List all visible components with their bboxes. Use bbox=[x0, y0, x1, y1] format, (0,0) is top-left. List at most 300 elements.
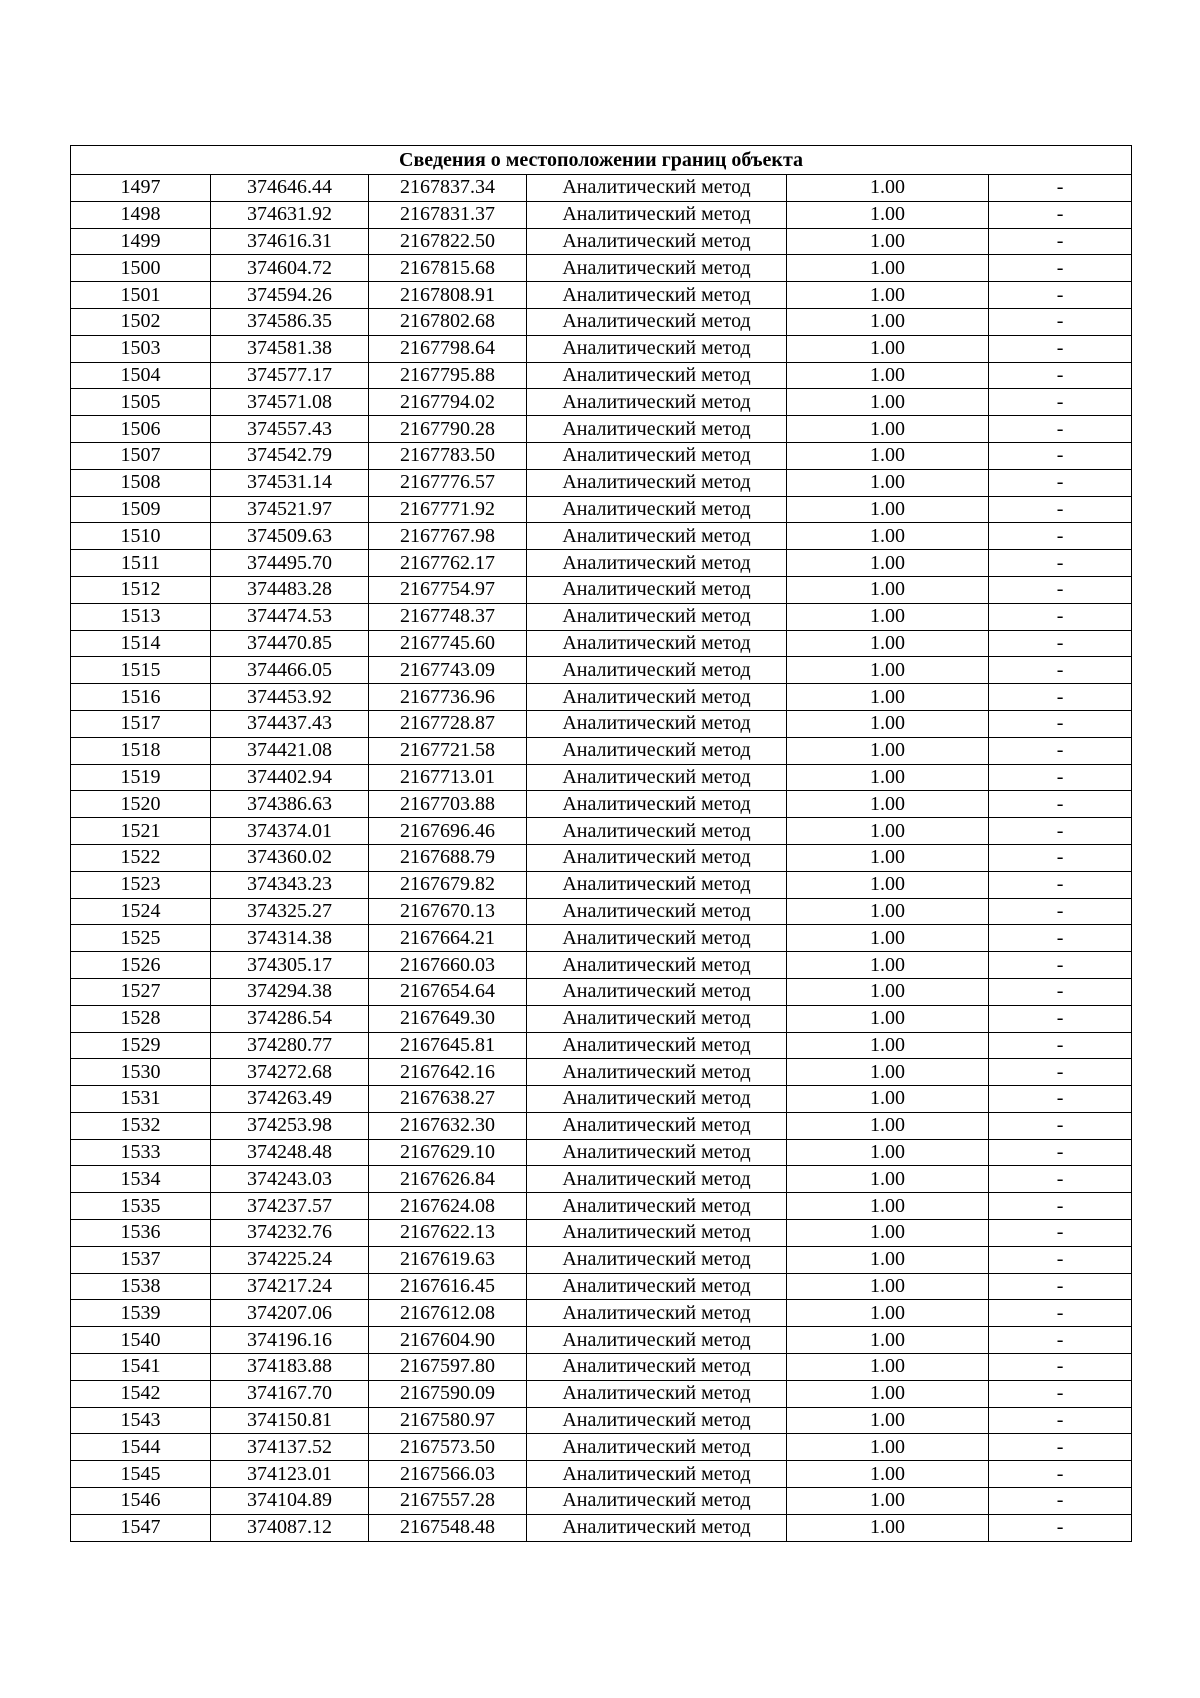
x-coordinate-cell: 374577.17 bbox=[211, 362, 369, 389]
note-cell: - bbox=[989, 576, 1132, 603]
x-coordinate-cell: 374123.01 bbox=[211, 1461, 369, 1488]
x-coordinate-cell: 374232.76 bbox=[211, 1220, 369, 1247]
x-coordinate-cell: 374631.92 bbox=[211, 201, 369, 228]
x-coordinate-cell: 374470.85 bbox=[211, 630, 369, 657]
y-coordinate-cell: 2167548.48 bbox=[369, 1514, 527, 1541]
accuracy-cell: 1.00 bbox=[787, 1032, 989, 1059]
method-cell: Аналитический метод bbox=[527, 1380, 787, 1407]
y-coordinate-cell: 2167762.17 bbox=[369, 550, 527, 577]
method-cell: Аналитический метод bbox=[527, 1488, 787, 1515]
method-cell: Аналитический метод bbox=[527, 1514, 787, 1541]
y-coordinate-cell: 2167728.87 bbox=[369, 710, 527, 737]
method-cell: Аналитический метод bbox=[527, 228, 787, 255]
note-cell: - bbox=[989, 603, 1132, 630]
point-number-cell: 1540 bbox=[71, 1327, 211, 1354]
point-number-cell: 1539 bbox=[71, 1300, 211, 1327]
method-cell: Аналитический метод bbox=[527, 684, 787, 711]
accuracy-cell: 1.00 bbox=[787, 844, 989, 871]
note-cell: - bbox=[989, 925, 1132, 952]
method-cell: Аналитический метод bbox=[527, 576, 787, 603]
note-cell: - bbox=[989, 1193, 1132, 1220]
x-coordinate-cell: 374343.23 bbox=[211, 871, 369, 898]
method-cell: Аналитический метод bbox=[527, 818, 787, 845]
accuracy-cell: 1.00 bbox=[787, 1461, 989, 1488]
accuracy-cell: 1.00 bbox=[787, 576, 989, 603]
y-coordinate-cell: 2167743.09 bbox=[369, 657, 527, 684]
method-cell: Аналитический метод bbox=[527, 1005, 787, 1032]
y-coordinate-cell: 2167619.63 bbox=[369, 1246, 527, 1273]
method-cell: Аналитический метод bbox=[527, 1032, 787, 1059]
y-coordinate-cell: 2167557.28 bbox=[369, 1488, 527, 1515]
accuracy-cell: 1.00 bbox=[787, 1488, 989, 1515]
x-coordinate-cell: 374604.72 bbox=[211, 255, 369, 282]
method-cell: Аналитический метод bbox=[527, 1166, 787, 1193]
note-cell: - bbox=[989, 1514, 1132, 1541]
x-coordinate-cell: 374237.57 bbox=[211, 1193, 369, 1220]
accuracy-cell: 1.00 bbox=[787, 1514, 989, 1541]
table-row bbox=[71, 1032, 1132, 1059]
accuracy-cell: 1.00 bbox=[787, 496, 989, 523]
y-coordinate-cell: 2167645.81 bbox=[369, 1032, 527, 1059]
x-coordinate-cell: 374509.63 bbox=[211, 523, 369, 550]
table-row bbox=[71, 1327, 1132, 1354]
method-cell: Аналитический метод bbox=[527, 978, 787, 1005]
method-cell: Аналитический метод bbox=[527, 791, 787, 818]
accuracy-cell: 1.00 bbox=[787, 1220, 989, 1247]
note-cell: - bbox=[989, 1166, 1132, 1193]
y-coordinate-cell: 2167783.50 bbox=[369, 442, 527, 469]
y-coordinate-cell: 2167771.92 bbox=[369, 496, 527, 523]
accuracy-cell: 1.00 bbox=[787, 1166, 989, 1193]
accuracy-cell: 1.00 bbox=[787, 255, 989, 282]
point-number-cell: 1541 bbox=[71, 1354, 211, 1381]
note-cell: - bbox=[989, 389, 1132, 416]
point-number-cell: 1546 bbox=[71, 1488, 211, 1515]
y-coordinate-cell: 2167649.30 bbox=[369, 1005, 527, 1032]
point-number-cell: 1533 bbox=[71, 1139, 211, 1166]
point-number-cell: 1531 bbox=[71, 1086, 211, 1113]
table-row bbox=[71, 1300, 1132, 1327]
method-cell: Аналитический метод bbox=[527, 630, 787, 657]
point-number-cell: 1508 bbox=[71, 469, 211, 496]
note-cell: - bbox=[989, 1112, 1132, 1139]
table-row bbox=[71, 1139, 1132, 1166]
x-coordinate-cell: 374466.05 bbox=[211, 657, 369, 684]
accuracy-cell: 1.00 bbox=[787, 1086, 989, 1113]
accuracy-cell: 1.00 bbox=[787, 442, 989, 469]
accuracy-cell: 1.00 bbox=[787, 871, 989, 898]
point-number-cell: 1517 bbox=[71, 710, 211, 737]
x-coordinate-cell: 374150.81 bbox=[211, 1407, 369, 1434]
note-cell: - bbox=[989, 362, 1132, 389]
x-coordinate-cell: 374474.53 bbox=[211, 603, 369, 630]
point-number-cell: 1537 bbox=[71, 1246, 211, 1273]
method-cell: Аналитический метод bbox=[527, 1461, 787, 1488]
table-row bbox=[71, 737, 1132, 764]
table-body bbox=[71, 175, 1132, 1542]
table-row bbox=[71, 523, 1132, 550]
accuracy-cell: 1.00 bbox=[787, 1380, 989, 1407]
x-coordinate-cell: 374386.63 bbox=[211, 791, 369, 818]
point-number-cell: 1526 bbox=[71, 952, 211, 979]
table-row bbox=[71, 952, 1132, 979]
method-cell: Аналитический метод bbox=[527, 710, 787, 737]
note-cell: - bbox=[989, 952, 1132, 979]
x-coordinate-cell: 374104.89 bbox=[211, 1488, 369, 1515]
method-cell: Аналитический метод bbox=[527, 523, 787, 550]
x-coordinate-cell: 374581.38 bbox=[211, 335, 369, 362]
accuracy-cell: 1.00 bbox=[787, 1005, 989, 1032]
point-number-cell: 1507 bbox=[71, 442, 211, 469]
method-cell: Аналитический метод bbox=[527, 282, 787, 309]
note-cell: - bbox=[989, 175, 1132, 202]
y-coordinate-cell: 2167798.64 bbox=[369, 335, 527, 362]
x-coordinate-cell: 374225.24 bbox=[211, 1246, 369, 1273]
method-cell: Аналитический метод bbox=[527, 1327, 787, 1354]
table-row bbox=[71, 335, 1132, 362]
method-cell: Аналитический метод bbox=[527, 1273, 787, 1300]
note-cell: - bbox=[989, 978, 1132, 1005]
table-row bbox=[71, 1514, 1132, 1541]
point-number-cell: 1544 bbox=[71, 1434, 211, 1461]
x-coordinate-cell: 374360.02 bbox=[211, 844, 369, 871]
method-cell: Аналитический метод bbox=[527, 898, 787, 925]
note-cell: - bbox=[989, 1220, 1132, 1247]
method-cell: Аналитический метод bbox=[527, 1300, 787, 1327]
point-number-cell: 1532 bbox=[71, 1112, 211, 1139]
note-cell: - bbox=[989, 335, 1132, 362]
method-cell: Аналитический метод bbox=[527, 362, 787, 389]
accuracy-cell: 1.00 bbox=[787, 1300, 989, 1327]
table-title-row bbox=[71, 146, 1132, 175]
y-coordinate-cell: 2167790.28 bbox=[369, 416, 527, 443]
y-coordinate-cell: 2167629.10 bbox=[369, 1139, 527, 1166]
note-cell: - bbox=[989, 737, 1132, 764]
note-cell: - bbox=[989, 1032, 1132, 1059]
accuracy-cell: 1.00 bbox=[787, 603, 989, 630]
y-coordinate-cell: 2167688.79 bbox=[369, 844, 527, 871]
accuracy-cell: 1.00 bbox=[787, 818, 989, 845]
accuracy-cell: 1.00 bbox=[787, 1354, 989, 1381]
point-number-cell: 1515 bbox=[71, 657, 211, 684]
x-coordinate-cell: 374137.52 bbox=[211, 1434, 369, 1461]
note-cell: - bbox=[989, 1139, 1132, 1166]
point-number-cell: 1547 bbox=[71, 1514, 211, 1541]
y-coordinate-cell: 2167597.80 bbox=[369, 1354, 527, 1381]
x-coordinate-cell: 374453.92 bbox=[211, 684, 369, 711]
accuracy-cell: 1.00 bbox=[787, 1112, 989, 1139]
method-cell: Аналитический метод bbox=[527, 1112, 787, 1139]
y-coordinate-cell: 2167580.97 bbox=[369, 1407, 527, 1434]
point-number-cell: 1512 bbox=[71, 576, 211, 603]
table-row bbox=[71, 1166, 1132, 1193]
y-coordinate-cell: 2167616.45 bbox=[369, 1273, 527, 1300]
point-number-cell: 1514 bbox=[71, 630, 211, 657]
note-cell: - bbox=[989, 496, 1132, 523]
x-coordinate-cell: 374305.17 bbox=[211, 952, 369, 979]
accuracy-cell: 1.00 bbox=[787, 764, 989, 791]
x-coordinate-cell: 374196.16 bbox=[211, 1327, 369, 1354]
y-coordinate-cell: 2167822.50 bbox=[369, 228, 527, 255]
method-cell: Аналитический метод bbox=[527, 1193, 787, 1220]
y-coordinate-cell: 2167815.68 bbox=[369, 255, 527, 282]
method-cell: Аналитический метод bbox=[527, 871, 787, 898]
y-coordinate-cell: 2167696.46 bbox=[369, 818, 527, 845]
accuracy-cell: 1.00 bbox=[787, 1434, 989, 1461]
method-cell: Аналитический метод bbox=[527, 1059, 787, 1086]
accuracy-cell: 1.00 bbox=[787, 175, 989, 202]
note-cell: - bbox=[989, 1005, 1132, 1032]
table-row bbox=[71, 550, 1132, 577]
accuracy-cell: 1.00 bbox=[787, 630, 989, 657]
x-coordinate-cell: 374314.38 bbox=[211, 925, 369, 952]
method-cell: Аналитический метод bbox=[527, 657, 787, 684]
table-row bbox=[71, 871, 1132, 898]
method-cell: Аналитический метод bbox=[527, 416, 787, 443]
x-coordinate-cell: 374421.08 bbox=[211, 737, 369, 764]
note-cell: - bbox=[989, 898, 1132, 925]
accuracy-cell: 1.00 bbox=[787, 952, 989, 979]
y-coordinate-cell: 2167612.08 bbox=[369, 1300, 527, 1327]
method-cell: Аналитический метод bbox=[527, 201, 787, 228]
x-coordinate-cell: 374325.27 bbox=[211, 898, 369, 925]
method-cell: Аналитический метод bbox=[527, 255, 787, 282]
table-row bbox=[71, 1193, 1132, 1220]
y-coordinate-cell: 2167642.16 bbox=[369, 1059, 527, 1086]
y-coordinate-cell: 2167703.88 bbox=[369, 791, 527, 818]
y-coordinate-cell: 2167660.03 bbox=[369, 952, 527, 979]
table-row bbox=[71, 1354, 1132, 1381]
note-cell: - bbox=[989, 550, 1132, 577]
table-row bbox=[71, 978, 1132, 1005]
point-number-cell: 1503 bbox=[71, 335, 211, 362]
point-number-cell: 1500 bbox=[71, 255, 211, 282]
table-row bbox=[71, 684, 1132, 711]
point-number-cell: 1506 bbox=[71, 416, 211, 443]
x-coordinate-cell: 374646.44 bbox=[211, 175, 369, 202]
x-coordinate-cell: 374217.24 bbox=[211, 1273, 369, 1300]
accuracy-cell: 1.00 bbox=[787, 925, 989, 952]
x-coordinate-cell: 374263.49 bbox=[211, 1086, 369, 1113]
note-cell: - bbox=[989, 1488, 1132, 1515]
method-cell: Аналитический метод bbox=[527, 335, 787, 362]
note-cell: - bbox=[989, 764, 1132, 791]
note-cell: - bbox=[989, 282, 1132, 309]
note-cell: - bbox=[989, 1059, 1132, 1086]
y-coordinate-cell: 2167776.57 bbox=[369, 469, 527, 496]
table-row bbox=[71, 201, 1132, 228]
note-cell: - bbox=[989, 1246, 1132, 1273]
y-coordinate-cell: 2167624.08 bbox=[369, 1193, 527, 1220]
point-number-cell: 1527 bbox=[71, 978, 211, 1005]
method-cell: Аналитический метод bbox=[527, 952, 787, 979]
accuracy-cell: 1.00 bbox=[787, 469, 989, 496]
accuracy-cell: 1.00 bbox=[787, 362, 989, 389]
y-coordinate-cell: 2167748.37 bbox=[369, 603, 527, 630]
note-cell: - bbox=[989, 684, 1132, 711]
table-row bbox=[71, 1112, 1132, 1139]
point-number-cell: 1510 bbox=[71, 523, 211, 550]
table-row bbox=[71, 496, 1132, 523]
table-title: Сведения о местоположении границ объекта bbox=[71, 146, 1132, 175]
note-cell: - bbox=[989, 469, 1132, 496]
accuracy-cell: 1.00 bbox=[787, 1059, 989, 1086]
note-cell: - bbox=[989, 1354, 1132, 1381]
method-cell: Аналитический метод bbox=[527, 1246, 787, 1273]
accuracy-cell: 1.00 bbox=[787, 737, 989, 764]
x-coordinate-cell: 374374.01 bbox=[211, 818, 369, 845]
x-coordinate-cell: 374183.88 bbox=[211, 1354, 369, 1381]
point-number-cell: 1536 bbox=[71, 1220, 211, 1247]
x-coordinate-cell: 374495.70 bbox=[211, 550, 369, 577]
table-row bbox=[71, 228, 1132, 255]
table-row bbox=[71, 1461, 1132, 1488]
accuracy-cell: 1.00 bbox=[787, 657, 989, 684]
method-cell: Аналитический метод bbox=[527, 1354, 787, 1381]
y-coordinate-cell: 2167795.88 bbox=[369, 362, 527, 389]
method-cell: Аналитический метод bbox=[527, 308, 787, 335]
point-number-cell: 1529 bbox=[71, 1032, 211, 1059]
table-row bbox=[71, 442, 1132, 469]
method-cell: Аналитический метод bbox=[527, 844, 787, 871]
table-row bbox=[71, 1246, 1132, 1273]
accuracy-cell: 1.00 bbox=[787, 1246, 989, 1273]
point-number-cell: 1518 bbox=[71, 737, 211, 764]
y-coordinate-cell: 2167754.97 bbox=[369, 576, 527, 603]
table-row bbox=[71, 175, 1132, 202]
point-number-cell: 1505 bbox=[71, 389, 211, 416]
accuracy-cell: 1.00 bbox=[787, 710, 989, 737]
accuracy-cell: 1.00 bbox=[787, 228, 989, 255]
table-row bbox=[71, 1488, 1132, 1515]
point-number-cell: 1509 bbox=[71, 496, 211, 523]
accuracy-cell: 1.00 bbox=[787, 550, 989, 577]
y-coordinate-cell: 2167679.82 bbox=[369, 871, 527, 898]
y-coordinate-cell: 2167622.13 bbox=[369, 1220, 527, 1247]
point-number-cell: 1535 bbox=[71, 1193, 211, 1220]
accuracy-cell: 1.00 bbox=[787, 1407, 989, 1434]
y-coordinate-cell: 2167566.03 bbox=[369, 1461, 527, 1488]
accuracy-cell: 1.00 bbox=[787, 282, 989, 309]
y-coordinate-cell: 2167713.01 bbox=[369, 764, 527, 791]
y-coordinate-cell: 2167604.90 bbox=[369, 1327, 527, 1354]
method-cell: Аналитический метод bbox=[527, 764, 787, 791]
table-row bbox=[71, 657, 1132, 684]
accuracy-cell: 1.00 bbox=[787, 1193, 989, 1220]
x-coordinate-cell: 374571.08 bbox=[211, 389, 369, 416]
point-number-cell: 1543 bbox=[71, 1407, 211, 1434]
method-cell: Аналитический метод bbox=[527, 469, 787, 496]
table-row bbox=[71, 308, 1132, 335]
point-number-cell: 1516 bbox=[71, 684, 211, 711]
note-cell: - bbox=[989, 255, 1132, 282]
y-coordinate-cell: 2167632.30 bbox=[369, 1112, 527, 1139]
method-cell: Аналитический метод bbox=[527, 175, 787, 202]
table-row bbox=[71, 1273, 1132, 1300]
method-cell: Аналитический метод bbox=[527, 1407, 787, 1434]
y-coordinate-cell: 2167808.91 bbox=[369, 282, 527, 309]
y-coordinate-cell: 2167654.64 bbox=[369, 978, 527, 1005]
accuracy-cell: 1.00 bbox=[787, 1327, 989, 1354]
point-number-cell: 1524 bbox=[71, 898, 211, 925]
accuracy-cell: 1.00 bbox=[787, 684, 989, 711]
y-coordinate-cell: 2167837.34 bbox=[369, 175, 527, 202]
note-cell: - bbox=[989, 1380, 1132, 1407]
point-number-cell: 1538 bbox=[71, 1273, 211, 1300]
table-row bbox=[71, 925, 1132, 952]
point-number-cell: 1542 bbox=[71, 1380, 211, 1407]
x-coordinate-cell: 374243.03 bbox=[211, 1166, 369, 1193]
y-coordinate-cell: 2167590.09 bbox=[369, 1380, 527, 1407]
y-coordinate-cell: 2167573.50 bbox=[369, 1434, 527, 1461]
method-cell: Аналитический метод bbox=[527, 925, 787, 952]
y-coordinate-cell: 2167638.27 bbox=[369, 1086, 527, 1113]
x-coordinate-cell: 374557.43 bbox=[211, 416, 369, 443]
note-cell: - bbox=[989, 228, 1132, 255]
point-number-cell: 1498 bbox=[71, 201, 211, 228]
point-number-cell: 1504 bbox=[71, 362, 211, 389]
x-coordinate-cell: 374586.35 bbox=[211, 308, 369, 335]
y-coordinate-cell: 2167831.37 bbox=[369, 201, 527, 228]
accuracy-cell: 1.00 bbox=[787, 898, 989, 925]
x-coordinate-cell: 374437.43 bbox=[211, 710, 369, 737]
method-cell: Аналитический метод bbox=[527, 737, 787, 764]
method-cell: Аналитический метод bbox=[527, 389, 787, 416]
y-coordinate-cell: 2167664.21 bbox=[369, 925, 527, 952]
note-cell: - bbox=[989, 1461, 1132, 1488]
method-cell: Аналитический метод bbox=[527, 603, 787, 630]
table-row bbox=[71, 818, 1132, 845]
table-row bbox=[71, 1059, 1132, 1086]
point-number-cell: 1523 bbox=[71, 871, 211, 898]
table-row bbox=[71, 255, 1132, 282]
method-cell: Аналитический метод bbox=[527, 550, 787, 577]
y-coordinate-cell: 2167802.68 bbox=[369, 308, 527, 335]
note-cell: - bbox=[989, 657, 1132, 684]
table-row bbox=[71, 1086, 1132, 1113]
point-number-cell: 1497 bbox=[71, 175, 211, 202]
accuracy-cell: 1.00 bbox=[787, 201, 989, 228]
note-cell: - bbox=[989, 442, 1132, 469]
accuracy-cell: 1.00 bbox=[787, 1273, 989, 1300]
accuracy-cell: 1.00 bbox=[787, 308, 989, 335]
accuracy-cell: 1.00 bbox=[787, 1139, 989, 1166]
note-cell: - bbox=[989, 844, 1132, 871]
table-row bbox=[71, 1434, 1132, 1461]
note-cell: - bbox=[989, 1407, 1132, 1434]
point-number-cell: 1530 bbox=[71, 1059, 211, 1086]
note-cell: - bbox=[989, 791, 1132, 818]
y-coordinate-cell: 2167736.96 bbox=[369, 684, 527, 711]
table-row bbox=[71, 1407, 1132, 1434]
table-row bbox=[71, 1380, 1132, 1407]
point-number-cell: 1528 bbox=[71, 1005, 211, 1032]
y-coordinate-cell: 2167767.98 bbox=[369, 523, 527, 550]
accuracy-cell: 1.00 bbox=[787, 416, 989, 443]
y-coordinate-cell: 2167670.13 bbox=[369, 898, 527, 925]
x-coordinate-cell: 374167.70 bbox=[211, 1380, 369, 1407]
point-number-cell: 1513 bbox=[71, 603, 211, 630]
point-number-cell: 1501 bbox=[71, 282, 211, 309]
table-row bbox=[71, 603, 1132, 630]
y-coordinate-cell: 2167626.84 bbox=[369, 1166, 527, 1193]
table-row bbox=[71, 1005, 1132, 1032]
method-cell: Аналитический метод bbox=[527, 1086, 787, 1113]
note-cell: - bbox=[989, 1273, 1132, 1300]
note-cell: - bbox=[989, 1434, 1132, 1461]
method-cell: Аналитический метод bbox=[527, 1434, 787, 1461]
table-row bbox=[71, 469, 1132, 496]
